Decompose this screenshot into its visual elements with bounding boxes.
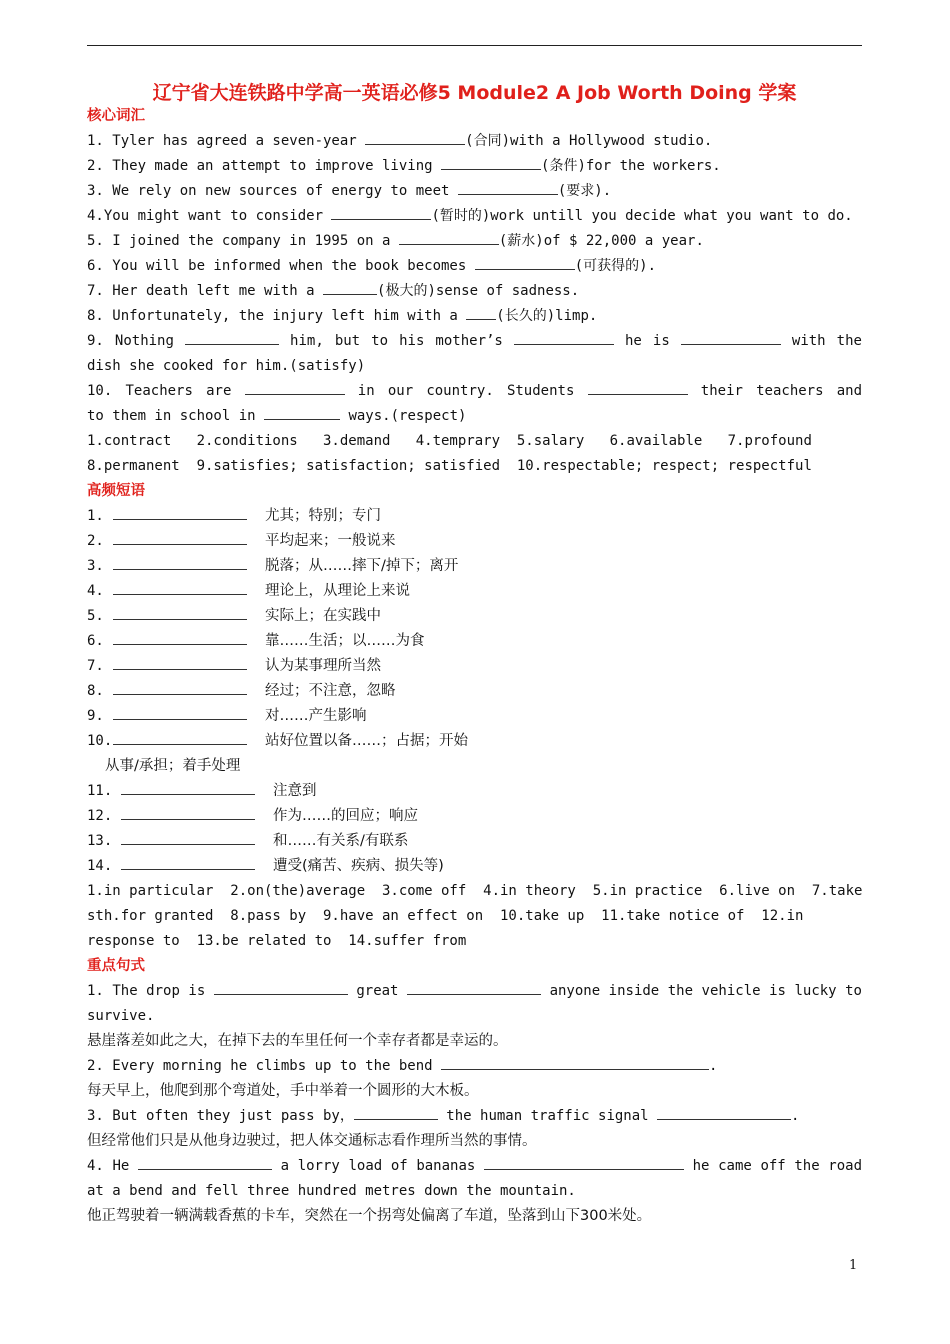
vocab-question: 5. I joined the company in 1995 on a (薪水)of $ 22,000 a year.: [87, 229, 862, 254]
answer-blank[interactable]: [138, 1155, 272, 1170]
phrase-item: 13. 和……有关系/有联系: [87, 829, 862, 854]
answer-blank[interactable]: [185, 330, 279, 345]
answer-blank[interactable]: [113, 579, 247, 595]
sentence-2-translation: 每天早上，他爬到那个弯道处，手中举着一个圆形的大木板。: [87, 1083, 479, 1099]
sentence-4-translation: 他正驾驶着一辆满载香蕉的卡车，突然在一个拐弯处偏离了车道，坠落到山下300米处。: [87, 1208, 652, 1224]
vocab-q10-line2: to them in school in ways.(respect): [87, 404, 862, 429]
answer-blank[interactable]: [113, 504, 247, 520]
answer-blank[interactable]: [466, 305, 496, 320]
answer-blank[interactable]: [441, 155, 541, 170]
phrase-item: 14. 遭受(痛苦、疾病、损失等): [87, 854, 862, 879]
phrase-item: 8. 经过；不注意，忽略: [87, 679, 862, 704]
phrase-item: 6. 靠……生活；以……为食: [87, 629, 862, 654]
answer-blank[interactable]: [113, 529, 247, 545]
page-number: 1: [849, 1258, 858, 1273]
sentence-4-line1: 4. He a lorry load of bananas he came off the road: [87, 1154, 862, 1179]
vocab-answers-line1: 1.contract 2.conditions 3.demand 4.temprary 5.salary 6.available 7.profound: [87, 433, 812, 449]
phrase-answers-line3: response to 13.be related to 14.suffer from: [87, 933, 467, 949]
answer-blank[interactable]: [214, 980, 348, 995]
phrase-item: 11. 注意到: [87, 779, 862, 804]
vocab-question: 2. They made an attempt to improve living (条件)for the workers.: [87, 154, 862, 179]
answer-blank[interactable]: [354, 1105, 438, 1120]
vocab-answers-line2: 8.permanent 9.satisfies; satisfaction; satisfied 10.respectable; respect; respectful: [87, 458, 812, 474]
phrase-item: 4. 理论上，从理论上来说: [87, 579, 862, 604]
phrase-item: 10. 站好位置以备……；占据；开始: [87, 729, 862, 754]
vocab-q9-line2: dish she cooked for him.(satisfy): [87, 358, 366, 374]
answer-blank[interactable]: [113, 629, 247, 645]
vocab-q9-line1: 9. Nothing him, but to his mother’s he is with the: [87, 329, 862, 354]
answer-blank[interactable]: [458, 180, 558, 195]
answer-blank[interactable]: [484, 1155, 684, 1170]
answer-blank[interactable]: [365, 130, 465, 145]
sentence-2: 2. Every morning he climbs up to the bend .: [87, 1054, 862, 1079]
phrases-heading: 高频短语: [87, 483, 145, 499]
phrase-item: 5. 实际上；在实践中: [87, 604, 862, 629]
sentence-3-translation: 但经常他们只是从他身边驶过，把人体交通标志看作理所当然的事情。: [87, 1133, 537, 1149]
answer-blank[interactable]: [475, 255, 575, 270]
answer-blank[interactable]: [588, 380, 688, 395]
answer-blank[interactable]: [113, 679, 247, 695]
answer-blank[interactable]: [121, 804, 255, 820]
sentences-heading: 重点句式: [87, 958, 145, 974]
vocab-question: 4.You might want to consider (暂时的)work untill you decide what you want to do.: [87, 204, 862, 229]
header-rule: [87, 45, 862, 46]
vocab-question: 6. You will be informed when the book becomes (可获得的).: [87, 254, 862, 279]
vocab-question: 8. Unfortunately, the injury left him with a (长久的)limp.: [87, 304, 862, 329]
phrase-10-continuation: 从事/承担；着手处理: [105, 758, 241, 774]
answer-blank[interactable]: [681, 330, 781, 345]
answer-blank[interactable]: [264, 405, 340, 420]
vocab-questions: [87, 129, 862, 329]
vocab-question: 7. Her death left me with a (极大的)sense of sadness.: [87, 279, 862, 304]
sentence-1-translation: 悬崖落差如此之大，在掉下去的车里任何一个幸存者都是幸运的。: [87, 1033, 508, 1049]
answer-blank[interactable]: [121, 829, 255, 845]
answer-blank[interactable]: [121, 854, 255, 870]
sentence-1-line1: 1. The drop is great anyone inside the vehicle is lucky to: [87, 979, 862, 1004]
sentence-3: 3. But often they just pass by， the human traffic signal .: [87, 1104, 862, 1129]
phrase-item: 3. 脱落；从……摔下/掉下；离开: [87, 554, 862, 579]
vocab-q10-line1: 10. Teachers are in our country. Students their teachers and: [87, 379, 862, 404]
answer-blank[interactable]: [113, 654, 247, 670]
phrase-list-2: [87, 779, 862, 879]
answer-blank[interactable]: [323, 280, 377, 295]
phrase-item: 1. 尤其；特别；专门: [87, 504, 862, 529]
sentence-4-line2: at a bend and fell three hundred metres down the mountain.: [87, 1183, 576, 1199]
answer-blank[interactable]: [113, 729, 247, 745]
phrase-answers-line1: 1.in particular 2.on(the)average 3.come off 4.in theory 5.in practice 6.live on 7.take: [87, 883, 862, 899]
answer-blank[interactable]: [113, 704, 247, 720]
answer-blank[interactable]: [245, 380, 345, 395]
sentence-1-line2: survive.: [87, 1008, 155, 1024]
answer-blank[interactable]: [113, 554, 247, 570]
answer-blank[interactable]: [399, 230, 499, 245]
vocab-question: 1. Tyler has agreed a seven-year (合同)with a Hollywood studio.: [87, 129, 862, 154]
phrase-item: 7. 认为某事理所当然: [87, 654, 862, 679]
phrase-answers-line2: sth.for granted 8.pass by 9.have an effect on 10.take up 11.take notice of 12.in: [87, 908, 804, 924]
phrase-item: 12. 作为……的回应；响应: [87, 804, 862, 829]
worksheet-body: [87, 104, 862, 1229]
vocab-question: 3. We rely on new sources of energy to meet (要求).: [87, 179, 862, 204]
answer-blank[interactable]: [121, 779, 255, 795]
answer-blank[interactable]: [331, 205, 431, 220]
answer-blank[interactable]: [407, 980, 541, 995]
answer-blank[interactable]: [441, 1055, 709, 1070]
phrase-list: [87, 504, 862, 754]
page-title: 辽宁省大连铁路中学高一英语必修5 Module2 A Job Worth Doing 学案: [152, 82, 797, 104]
answer-blank[interactable]: [514, 330, 614, 345]
phrase-item: 2. 平均起来；一般说来: [87, 529, 862, 554]
answer-blank[interactable]: [113, 604, 247, 620]
phrase-item: 9. 对……产生影响: [87, 704, 862, 729]
vocab-heading: 核心词汇: [87, 108, 145, 124]
answer-blank[interactable]: [657, 1105, 791, 1120]
